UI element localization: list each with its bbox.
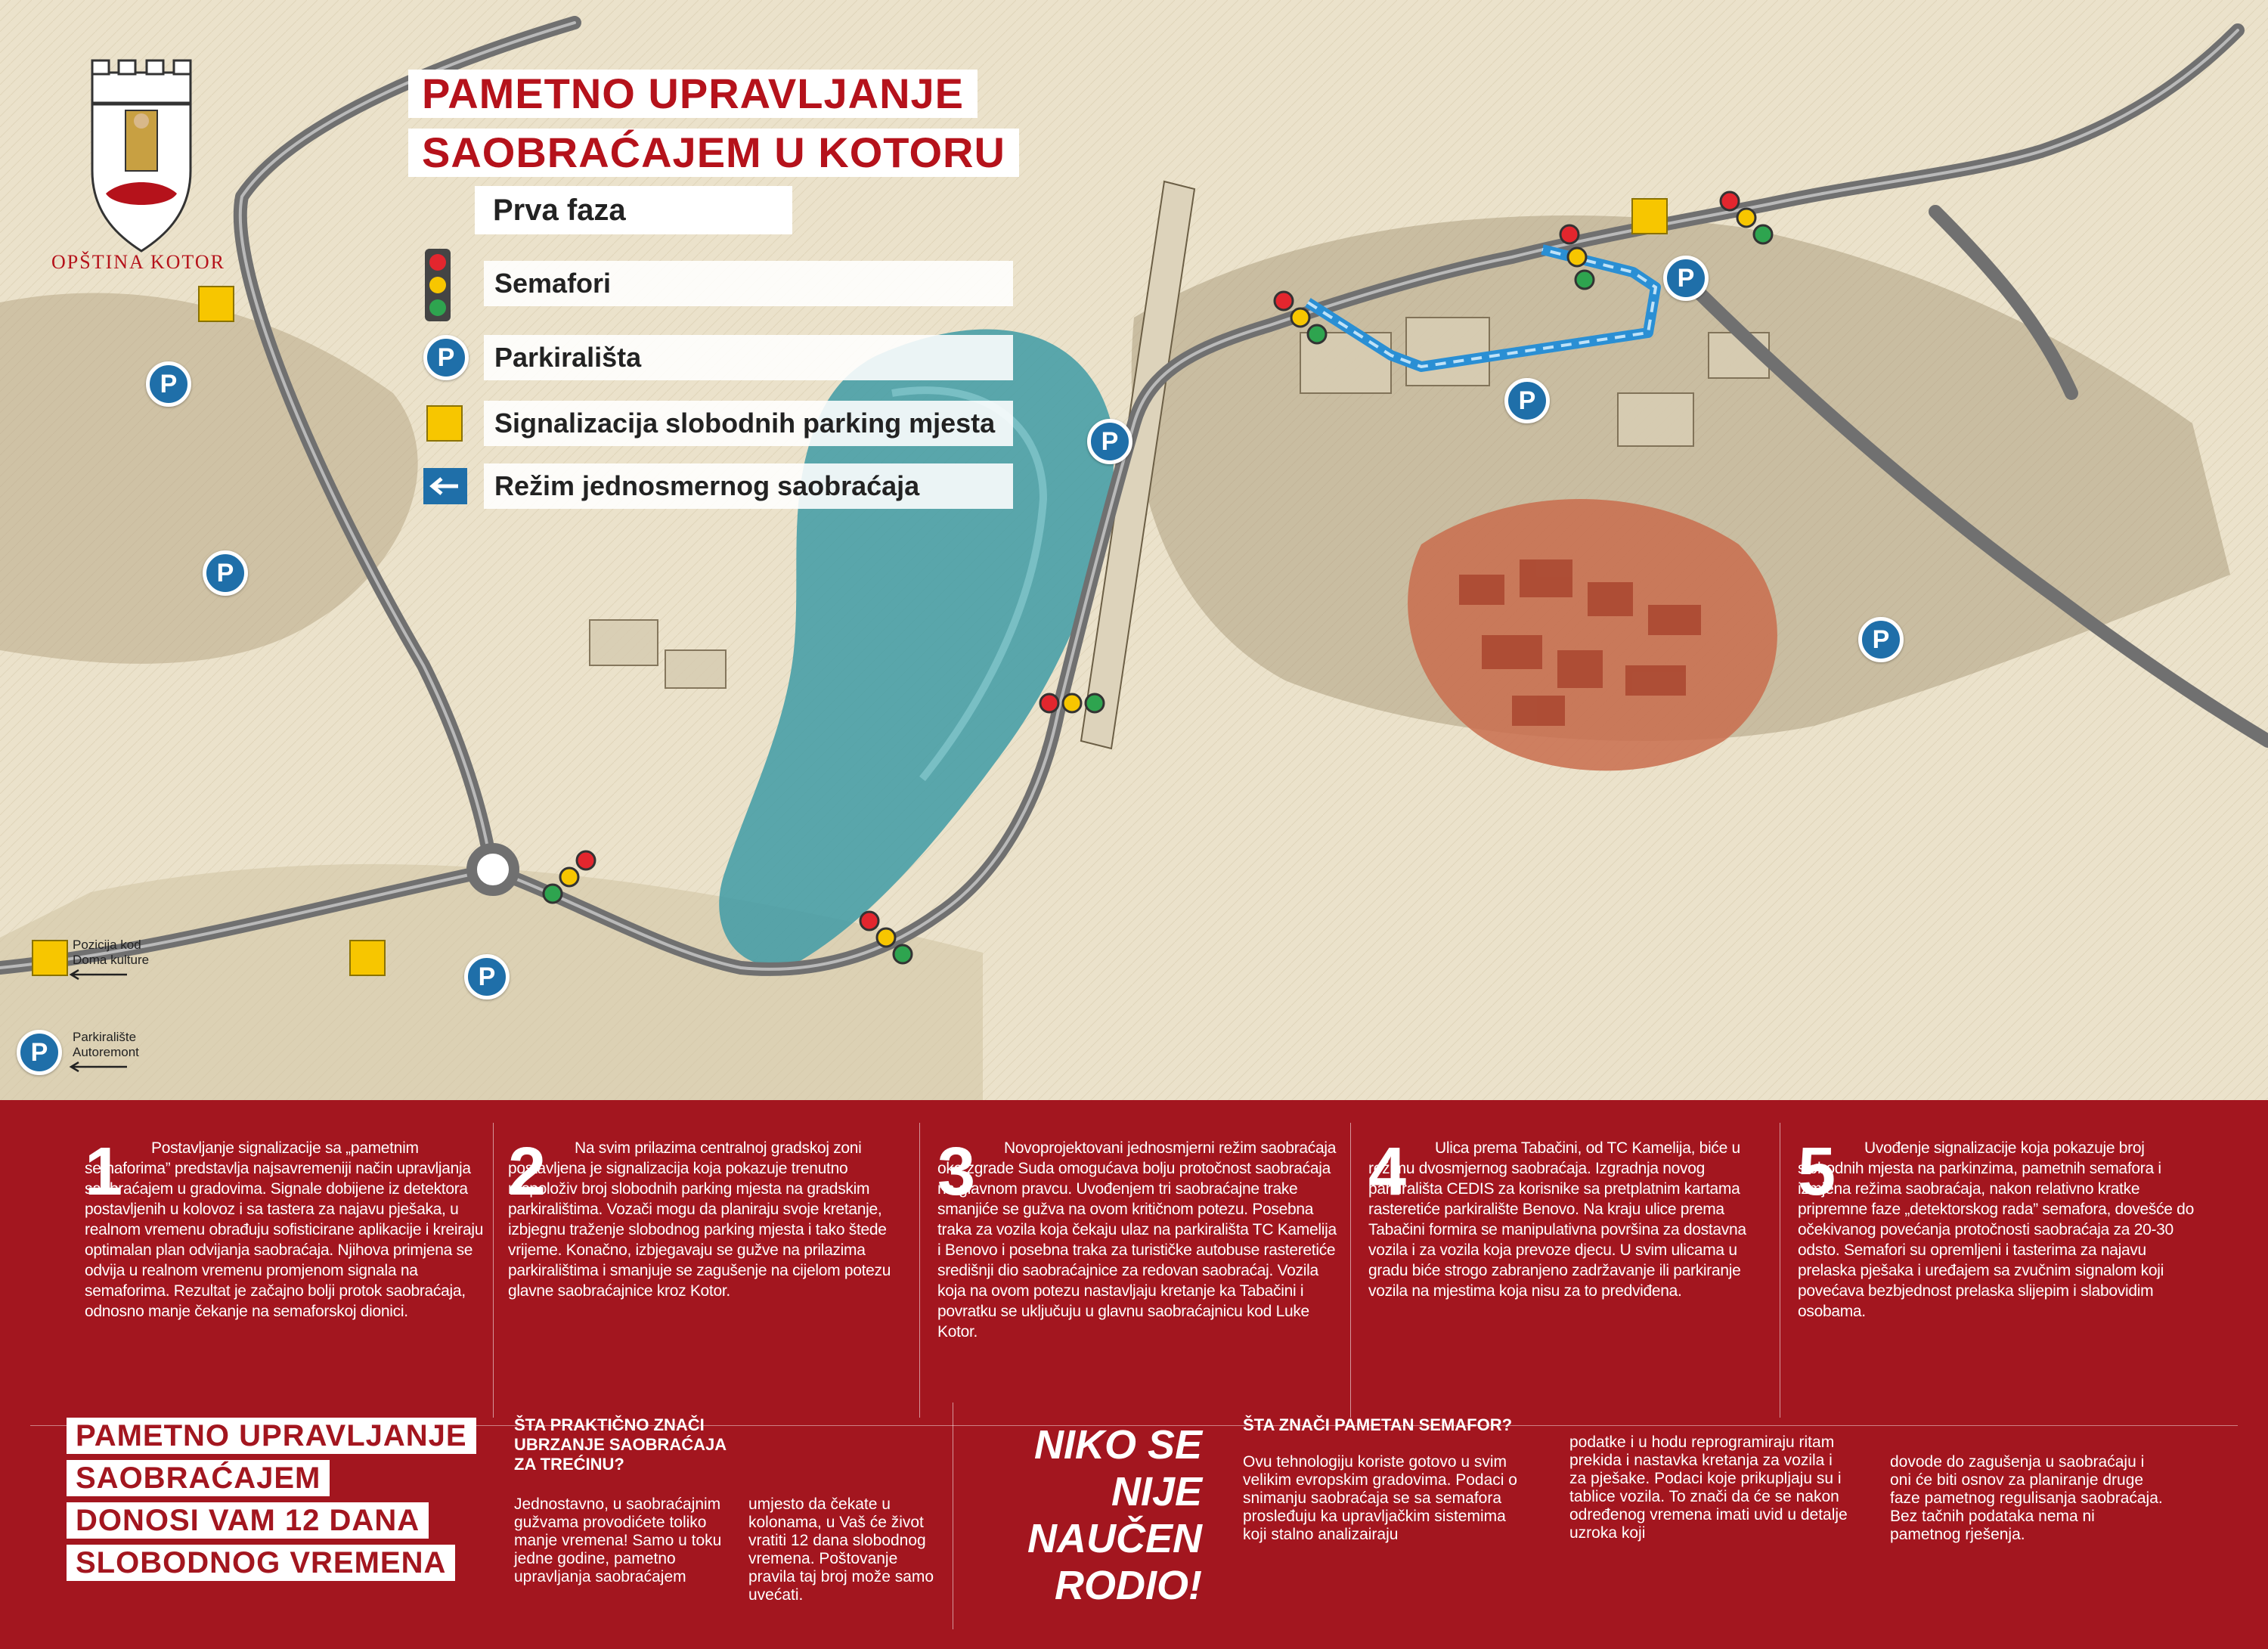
step-number: 5 [1798, 1134, 1836, 1210]
parking-marker: P [1087, 419, 1132, 464]
faq1-title-line: UBRZANJE SAOBRAĆAJA [514, 1435, 727, 1454]
roundabout [472, 848, 514, 891]
crest-label: OPŠTINA KOTOR [51, 251, 225, 273]
label-line: Pozicija kod [73, 938, 141, 952]
traffic-light-icon [533, 847, 601, 915]
step-text: Uvođenje signalizacije koja pokazuje broj slobodnih mjesta na parkinzima, pametnih semafora i izmjena režima saobraćaja, nakon relativno kratke pripremne faze „detektorskog rada” semafora, dovešće do očekivanog povećanja protočnosti saobraćaja za 20-30 odsto. Semafori su opremljeni i tasterima za najavu prelaska pješaka i uređajem sa zvučnim signalom koji povećava bezbjednost prelaska slijepim i slabovidim osobama. [1798, 1139, 2194, 1320]
legend-label-signal: Signalizacija slobodnih parking mjesta [484, 401, 1013, 446]
arrow-left-icon [67, 969, 127, 980]
faq1-title-line: ZA TREĆINU? [514, 1455, 624, 1474]
legend-label-one-way: Režim jednosmernog saobraćaja [484, 463, 1013, 509]
parking-marker: P [17, 1030, 62, 1075]
faq1-col2: umjesto da čekate u kolonama, u Vaš će život vratiti 12 dana slobodnog vremena. Poštovanje pravila taj broj može samo uvećati. [748, 1496, 934, 1604]
title-line-2: SAOBRAĆAJEM U KOTORU [408, 129, 1019, 177]
faq1-title [514, 1415, 727, 1474]
divider [1350, 1123, 1351, 1418]
faq1-title-line: ŠTA PRAKTIČNO ZNAČI [514, 1415, 705, 1434]
promo-line-4: SLOBODNOG VREMENA [67, 1545, 455, 1581]
parking-signal-marker [1631, 198, 1668, 234]
step-text: Na svim prilazima centralnoj gradskoj zoni postavljena je signalizacija koja pokazuje trenutno raspoloživ broj slobodnih parking mjesta na gradskim parkiralištima. Vozači mogu da planiraju svoje kretanje, izbjegnu traženje slobodnog parking mjesta i tako štede vrijeme. Konačno, izbjegavaju se gužve na prilazima parkiralištima i smanjuje se zagušenje na cijelom potezu glavne saobraćajnice kroz Kotor. [508, 1139, 891, 1300]
traffic-light-icon [856, 907, 924, 975]
subtitle: Prva faza [475, 186, 792, 234]
faq2-col2: podatke i u hodu reprogramiraju ritam prekida i nastavka kretanja za vozila i za pješake. Podaci koje prikupljaju su i tablice vozila. To znači da će se nakon određenog vremena imati uvid u detalje uzroka koji [1569, 1434, 1848, 1542]
promo-line-1: PAMETNO UPRAVLJANJE [67, 1418, 476, 1454]
faq2-title: ŠTA ZNAČI PAMETAN SEMAFOR? [1243, 1415, 1513, 1434]
parking-marker: P [1663, 256, 1709, 301]
step-number: 1 [85, 1134, 123, 1210]
arrow-left-icon [67, 1062, 127, 1072]
slogan [975, 1421, 1202, 1609]
one-way-arrow-icon [423, 468, 467, 504]
traffic-light-icon [1270, 287, 1338, 355]
label-autoremont [73, 1030, 139, 1060]
parking-marker: P [464, 954, 510, 1000]
slogan-line: NAUČEN [1027, 1516, 1202, 1561]
step-number: 2 [508, 1134, 547, 1210]
parking-marker: P [1504, 378, 1550, 423]
yellow-square-icon [426, 405, 463, 442]
promo-line-3: DONOSI VAM 12 DANA [67, 1502, 429, 1539]
traffic-light-icon [1716, 188, 1784, 256]
traffic-light-icon [1036, 688, 1119, 718]
label-line: Parkiralište [73, 1030, 137, 1044]
legend-label-semafori: Semafori [484, 261, 1013, 306]
legend-label-parking: Parkirališta [484, 335, 1013, 380]
divider [493, 1123, 494, 1418]
parking-signal-marker [198, 286, 234, 322]
promo-line-2: SAOBRAĆAJEM [67, 1460, 330, 1496]
parking-marker: P [146, 361, 191, 407]
step-number: 4 [1368, 1134, 1407, 1210]
slogan-line: NIKO SE NIJE [1033, 1422, 1202, 1514]
parking-marker: P [203, 550, 248, 596]
divider [919, 1123, 920, 1418]
parking-signal-marker [32, 940, 68, 976]
parking-icon: P [423, 335, 469, 380]
step-text: Postavljanje signalizacije sa „pametnim semaforima” predstavlja najsavremeniji način upravljanja saobraćajem u gradovima. Signale dobijene iz detektora postavljenih u kolovoz i sa tastera za najavu pješaka, u realnom vremenu obrađuju sofisticirane aplikacije i kreiraju optimalan plan odvijanja saobraćaja. Njihova primjena se odvija u realnom vremenu promjenom signala na semaforima. Rezultat je začajno bolji protok saobraćaja, odnosno manje čekanje na semaforskoj dionici. [85, 1139, 484, 1320]
traffic-light-icon [423, 247, 452, 323]
title-line-1: PAMETNO UPRAVLJANJE [408, 70, 978, 118]
label-line: Doma kulture [73, 953, 150, 967]
kotor-crest-icon [85, 57, 198, 254]
label-line: Autoremont [73, 1045, 139, 1059]
step-text: Ulica prema Tabačini, od TC Kamelija, biće u režimu dvosmjernog saobraćaja. Izgradnja novog parkirališta CEDIS za korisnike sa pretplatnim kartama rasteretiće parkiralište Benovo. Na kraju ulice prema Tabačini formira se manipulativna površina za dostavna vozila i za vozila koja prevoze djecu. U svim ulicama u gradu biće strogo zabranjeno zadržavanje ili parkiranje vozila na mjestima koja nisu za to predviđena. [1368, 1139, 1746, 1300]
faq2-col1: Ovu tehnologiju koriste gotovo u svim velikim evropskim gradovima. Podaci o snimanju saobraćaja se sa semafora prosleđuju ka upravljačkim sistemima koji stalno analizairaju [1243, 1453, 1517, 1543]
faq1-col1: Jednostavno, u saobraćajnim gužvama provodićete toliko manje vremena! Samo u toku jedne godine, pametno upravljanja saobraćajem [514, 1496, 722, 1585]
step-number: 3 [937, 1134, 976, 1210]
traffic-light-icon [1556, 221, 1601, 296]
parking-marker: P [1858, 617, 1904, 662]
label-doma-kulture [73, 938, 149, 968]
faq2-col3: dovode do zagušenja u saobraćaju i oni će biti osnov za planiranje druge faze pametnog regulisanja saobraćaja. Bez tačnih podataka nema ni pametnog rješenja. [1890, 1453, 2163, 1543]
slogan-line: RODIO! [1055, 1563, 1202, 1608]
parking-signal-marker [349, 940, 386, 976]
step-text: Novoprojektovani jednosmjerni režim saobraćaja oko zgrade Suda omogućava bolju protočnost saobraćaja na glavnom pravcu. Uvođenjem tri saobraćajne trake smanjiće se gužva na ovom kritičnom potezu. Posebna traka za vozila koja čekaju ulaz na parkirališta TC Kamelija i Benovo i posebna traka za turističke autobuse rasteretiće središnji dio saobraćajnice za redovan saobraćaj. Vozila koja na ovom potezu nastavljaju kretanje ka Tabačini i povratku se uključuju u glavnu saobraćajnicu kod Luke Kotor. [937, 1139, 1337, 1341]
